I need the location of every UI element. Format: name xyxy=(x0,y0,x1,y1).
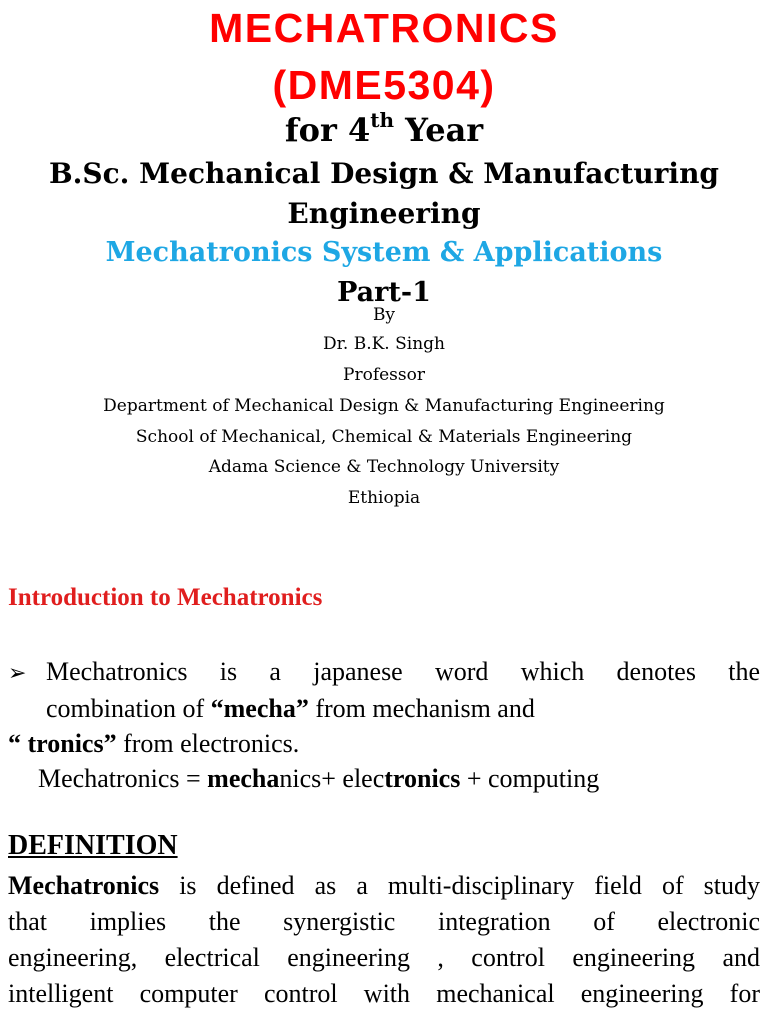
equation-mecha: mecha xyxy=(207,764,280,793)
department: Department of Mechanical Design & Manufacturing Engineering xyxy=(103,396,665,416)
part-label: Part-1 xyxy=(337,277,431,308)
intro-line-2-a: combination of xyxy=(46,694,211,723)
equation-tronics: tronics xyxy=(384,764,461,793)
school: School of Mechanical, Chemical & Materials Engineering xyxy=(135,427,633,447)
intro-heading: Introduction to Mechatronics xyxy=(8,584,323,611)
definition-heading: DEFINITION xyxy=(8,830,178,861)
definition-term: Mechatronics xyxy=(8,871,160,900)
arrow-bullet-icon: ➢ xyxy=(8,661,27,686)
year-prefix: for 4 xyxy=(284,111,371,149)
intro-line-2-c: from mechanism and xyxy=(308,694,535,723)
intro-line-3 xyxy=(8,726,760,761)
equation-lhs: Mechatronics = xyxy=(38,764,208,793)
subtitle: Mechatronics System & Applications xyxy=(105,237,663,268)
intro-mecha-term: “mecha” xyxy=(210,694,309,723)
author-position: Professor xyxy=(343,365,425,385)
year-superscript: th xyxy=(370,108,394,132)
by-label: By xyxy=(372,305,396,325)
equation-mid: nics+ elec xyxy=(279,764,385,793)
definition-line-1 xyxy=(8,868,760,904)
country: Ethiopia xyxy=(347,488,421,508)
year-line xyxy=(0,110,768,150)
university: Adama Science & Technology University xyxy=(208,457,560,477)
definition-line-4: intelligent computer control with mechanical engineering for xyxy=(8,979,760,1008)
degree-line-1: B.Sc. Mechanical Design & Manufacturing xyxy=(48,157,720,190)
intro-equation xyxy=(8,761,760,796)
year-suffix: Year xyxy=(394,111,484,149)
definition-line-3: engineering, electrical engineering , control engineering and xyxy=(8,943,760,972)
course-title: MECHATRONICS xyxy=(209,5,559,51)
intro-line-3-b: from electronics. xyxy=(116,729,300,758)
intro-line-2 xyxy=(8,691,760,726)
intro-tronics-term: “ tronics” xyxy=(8,729,117,758)
equation-computing: + computing xyxy=(460,764,600,793)
definition-line-1-rest: is defined as a multi-disciplinary field of study xyxy=(159,871,760,900)
author-name: Dr. B.K. Singh xyxy=(323,334,445,354)
degree-title xyxy=(0,154,768,234)
degree-line-2: Engineering xyxy=(287,197,481,230)
intro-line-1-text: Mechatronics is a japanese word which denotes the xyxy=(46,657,760,686)
definition-body xyxy=(8,868,760,1012)
definition-line-2: that implies the synergistic integration of electronic xyxy=(8,907,760,936)
intro-line-1 xyxy=(8,654,760,691)
intro-bullet xyxy=(8,654,760,796)
course-code: (DME5304) xyxy=(272,62,496,108)
